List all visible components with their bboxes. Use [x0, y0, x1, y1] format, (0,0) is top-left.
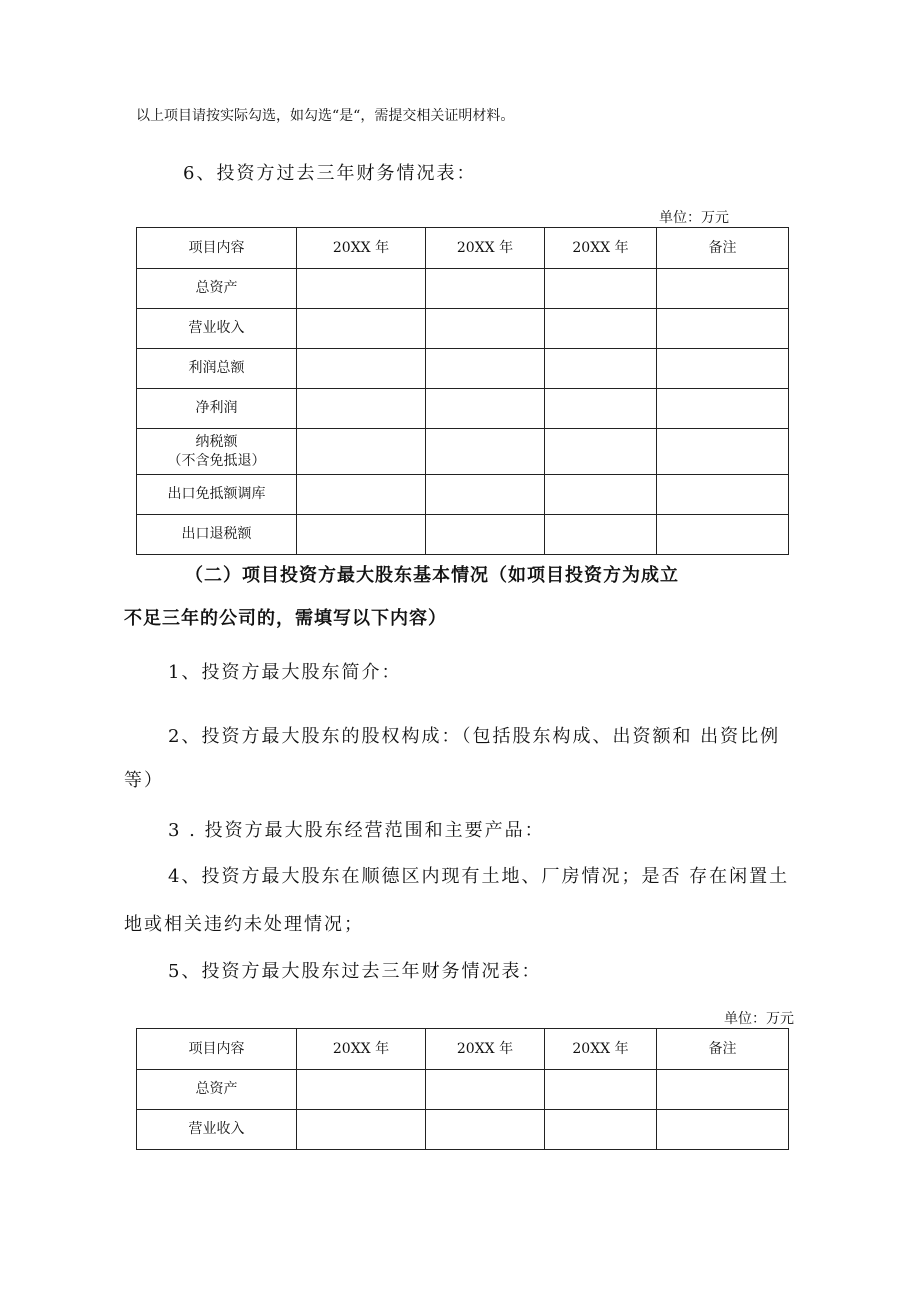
table-row: [137, 1070, 789, 1110]
table-row: [137, 389, 789, 429]
value-cell[interactable]: [426, 389, 545, 429]
value-cell[interactable]: [545, 1070, 657, 1110]
value-cell[interactable]: [297, 309, 426, 349]
row-label: 出口退税额: [137, 515, 297, 555]
financial-table-shareholder: [136, 1028, 789, 1150]
item1-text: 1、投资方最大股东简介：: [168, 662, 402, 683]
value-cell[interactable]: [545, 429, 657, 475]
table-row: [137, 429, 789, 475]
table-row: [137, 475, 789, 515]
item3-text: 3 . 投资方最大股东经营范围和主要产品：: [168, 820, 545, 841]
remark-cell[interactable]: [657, 269, 789, 309]
row-label: [137, 429, 297, 475]
row-label-sub: （不含免抵退）: [167, 452, 266, 469]
section2-heading-line1: （二）项目投资方最大股东基本情况（如项目投资方为成立: [185, 565, 679, 586]
header-cell: 备注: [657, 1029, 789, 1070]
remark-cell[interactable]: [657, 515, 789, 555]
header-cell: 项目内容: [137, 1029, 297, 1070]
remark-cell[interactable]: [657, 349, 789, 389]
section2-heading-line2: 不足三年的公司的，需填写以下内容）: [124, 608, 447, 629]
unit-label-2: 单位：万元: [724, 1011, 794, 1027]
row-label: 总资产: [137, 269, 297, 309]
row-label: 出口免抵额调库: [137, 475, 297, 515]
item4-text-line1: 4、投资方最大股东在顺德区内现有土地、厂房情况；是否 存在闲置土: [168, 866, 790, 887]
value-cell[interactable]: [297, 1110, 426, 1150]
item4-text-line2: 地或相关违约未处理情况；: [124, 914, 364, 935]
value-cell[interactable]: [297, 475, 426, 515]
item2-text-line2: 等）: [124, 770, 164, 791]
checkbox-note: 以上项目请按实际勾选，如勾选“是“，需提交相关证明材料。: [136, 108, 515, 124]
table-row: [137, 309, 789, 349]
remark-cell[interactable]: [657, 389, 789, 429]
row-label: 利润总额: [137, 349, 297, 389]
header-cell: 项目内容: [137, 228, 297, 269]
value-cell[interactable]: [426, 429, 545, 475]
value-cell[interactable]: [545, 309, 657, 349]
value-cell[interactable]: [545, 389, 657, 429]
remark-cell[interactable]: [657, 1070, 789, 1110]
remark-cell[interactable]: [657, 429, 789, 475]
item6-title: 6、投资方过去三年财务情况表：: [183, 163, 477, 184]
row-label-main: 纳税额: [195, 433, 238, 450]
table-row: [137, 1110, 789, 1150]
header-cell: 20XX 年: [426, 228, 545, 269]
header-cell: 20XX 年: [426, 1029, 545, 1070]
header-cell: 20XX 年: [545, 1029, 657, 1070]
value-cell[interactable]: [297, 1070, 426, 1110]
remark-cell[interactable]: [657, 475, 789, 515]
header-cell: 20XX 年: [297, 1029, 426, 1070]
unit-label-1: 单位：万元: [659, 210, 729, 226]
value-cell[interactable]: [426, 515, 545, 555]
table-header-row: [137, 1029, 789, 1070]
value-cell[interactable]: [297, 349, 426, 389]
value-cell[interactable]: [545, 475, 657, 515]
value-cell[interactable]: [545, 349, 657, 389]
value-cell[interactable]: [426, 349, 545, 389]
row-label: 总资产: [137, 1070, 297, 1110]
value-cell[interactable]: [426, 1110, 545, 1150]
header-cell: 20XX 年: [545, 228, 657, 269]
value-cell[interactable]: [297, 429, 426, 475]
value-cell[interactable]: [297, 389, 426, 429]
value-cell[interactable]: [297, 515, 426, 555]
value-cell[interactable]: [545, 269, 657, 309]
value-cell[interactable]: [426, 269, 545, 309]
item5-title: 5、投资方最大股东过去三年财务情况表：: [168, 961, 542, 982]
value-cell[interactable]: [426, 309, 545, 349]
value-cell[interactable]: [426, 1070, 545, 1110]
financial-table-investor: [136, 227, 789, 555]
remark-cell[interactable]: [657, 309, 789, 349]
row-label: 净利润: [137, 389, 297, 429]
header-cell: 20XX 年: [297, 228, 426, 269]
table-row: [137, 515, 789, 555]
value-cell[interactable]: [426, 475, 545, 515]
table-header-row: [137, 228, 789, 269]
value-cell[interactable]: [545, 1110, 657, 1150]
header-cell: 备注: [657, 228, 789, 269]
row-label: 营业收入: [137, 1110, 297, 1150]
row-label: 营业收入: [137, 309, 297, 349]
value-cell[interactable]: [297, 269, 426, 309]
table-row: [137, 269, 789, 309]
value-cell[interactable]: [545, 515, 657, 555]
item2-text-line1: 2、投资方最大股东的股权构成：（包括股东构成、出资额和 出资比例: [168, 726, 781, 747]
remark-cell[interactable]: [657, 1110, 789, 1150]
table-row: [137, 349, 789, 389]
